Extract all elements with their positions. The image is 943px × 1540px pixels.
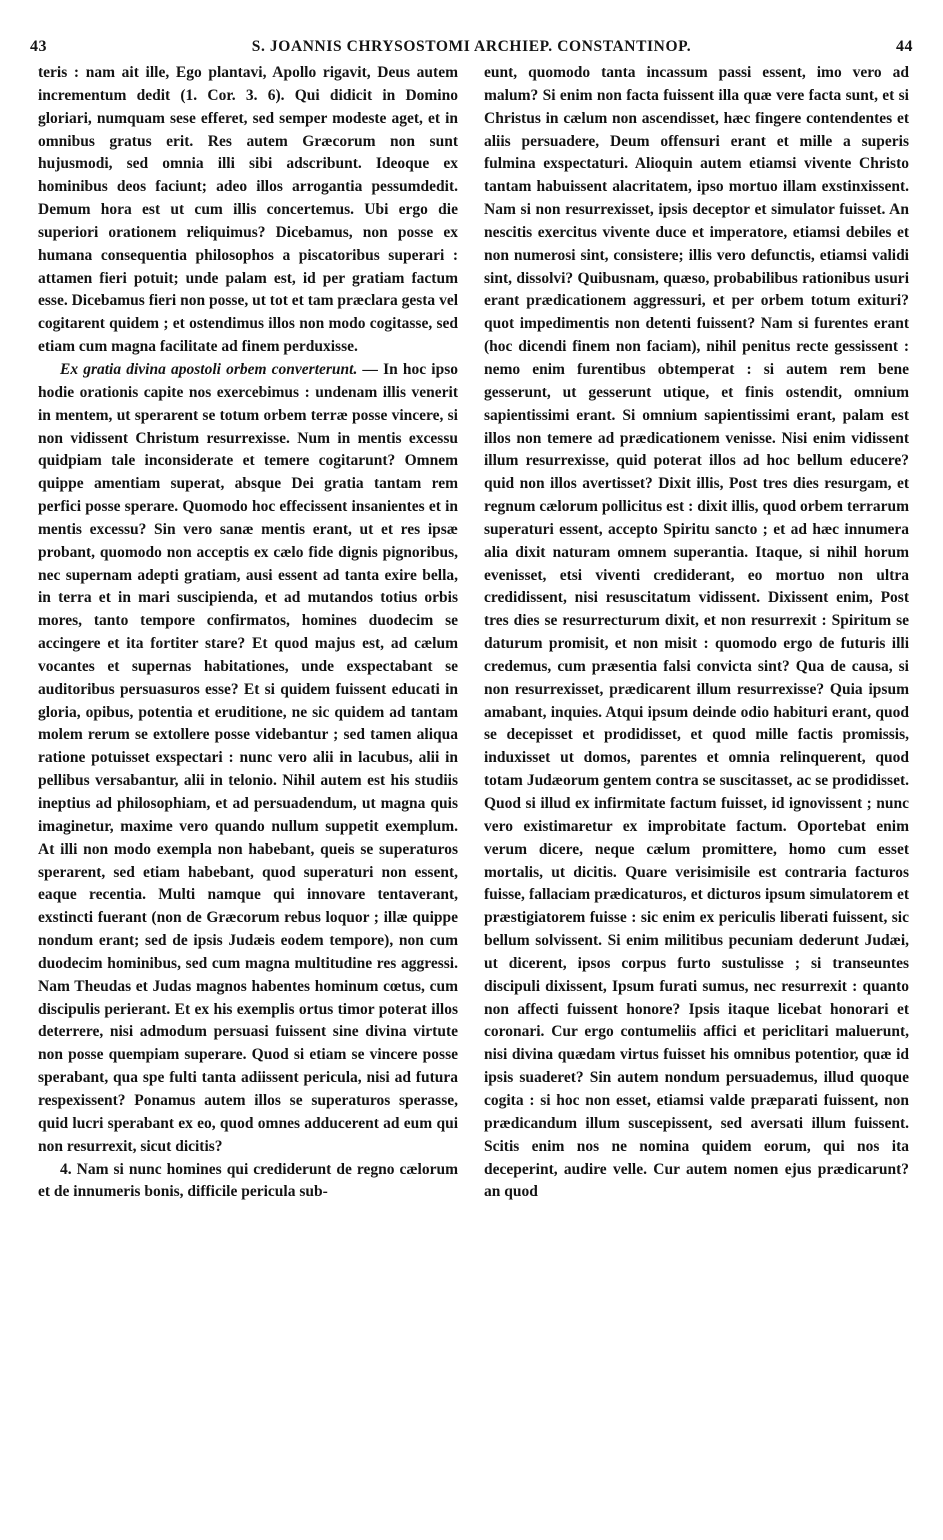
left-paragraph-2-body: In hoc ipso hodie orationis capite nos exercebimus : undenam illis venerit in mentem, ut sperarent se totum orbem terræ posse vincere, si non vidissent Christum resurrexisse. Num in mentis excessu quidpiam tale inconsiderate et temere cogitarunt? Omnem quippe amentiam superat, absque Dei gratia tantam rem perfici posse sperare. Quomodo hoc effecissent insanientes et in mentis excessu? Sin vero sanæ mentis erant, ut et res ipsæ probant, quomodo non acceptis ex cælo fide dignis pignoribus, nec supernam adepti gratiam, ausi essent ad tanta exire bella, in terra et in mari suscipienda, et ad mutandos totius orbis mores, tanto tempore confirmatos, homines duodecim se accingere et ita fortiter stare? Et quod majus est, ad cælum vocantes et supernas habitationes, unde exspectabant se auditoribus persuasuros esse? Et si quidem fuissent educati in gloria, opibus, potentia et eruditione, ne sic quidem ad tantam molem rerum se extollere posse videbantur ; sed tamen aliqua ratione potuisset exspectari : nunc vero alii in lacubus, alii in pellibus versabantur, alii in telonio. Nihil autem est his studiis ineptius ad philosophiam, et ad persuadendum, ut magna quis imaginetur, maxime vero quando nullum suppetit exemplum. At illi non modo exempla non habebant, queis se superaturos sperarent, sed etiam habebant, quod superaturi non essent, eaque recentia. Multi namque qui innovare tentaverant, exstincti fuerant (non de Græcorum rebus loquor ; illæ quippe nondum erant; sed de ipsis Judæis eodem tempore), non cum duodecim hominibus, sed cum magna multitudine res aggressi. Nam Theudas et Judas magnos habentes hominum cœtus, cum discipulis perierant. Et ex his exemplis ortus timor poterat illos deterrere, nisi admodum persuasi fuissent sine divina virtute non posse quempiam superare. Quod si etiam se vincere posse sperabant, qua spe fulti tanta adiissent pericula, nisi ad futura respexissent? Ponamus autem illos se superaturos sperasse, quid lucri sperabant ex eo, quod omnes adducerent ad eum qui non resurrexit, sicut dicitis? <box>38 360 458 1155</box>
left-paragraph-1: teris : nam ait ille, Ego plantavi, Apollo rigavit, Deus autem incrementum dedit (1. Cor. 3. 6). Qui didicit in Domino gloriari, numquam sese efferet, sed semper modeste aget, et in omnibus gratus erit. Res autem Græcorum non sunt hujusmodi, sed omnia illi sibi adscribunt. Ideoque ex hominibus deos faciunt; adeo illos arrogantia pessumdedit. Demum hora est ut cum illis concertemus. Ubi ergo die superiori orationem reliquimus? Dicebamus, non posse ex humana consequentia philosophos a piscatoribus superari : attamen fieri potuit; unde palam est, id per gratiam factum esse. Dicebamus fieri non posse, ut tot et tam præclara gesta vel cogitarent quidem ; et ostendimus illos non modo cogitasse, sed etiam cum magna facilitate ad finem perduxisse. <box>38 64 458 356</box>
running-header <box>30 38 913 62</box>
right-paragraph-1: eunt, quomodo tanta incassum passi essent, imo vero ad malum? Si enim non facta fuissent illa quæ vere facta sunt, et si Christus in cælum non ascendisset, hæc fingere contendentes et aliis persuadere, Deum offensuri erant et mille a superis fulmina exspectaturi. Alioquin autem etiamsi vivente Christo tantam habuissent alacritatem, ipso mortuo illam exstinxissent. Nam si non resurrexisset, ipsis deceptor et simulator fuisset. An nescitis exercitus vivente duce et imperatore, etiamsi debiles et non numerosi sint, consistere; illis vero defunctis, etiamsi validi sint, dissolvi? Quibusnam, quæso, probabilibus rationibus usuri erant prædicationem aggressuri, et per orbem totum exituri? quot impedimentis non detenti fuissent? Nam si furentes erant (hoc dicendi finem non faciam), nihil penitus recte gessissent : nemo enim furentibus obtemperat : si autem rem bene gesserunt, ut gesserunt utique, et finis ostendit, omnium sapientissimi erant. Si omnium sapientissimi erant, palam est illos non temere ad prædicationem venisse. Nisi enim vidissent illum resurrexisse, quid poterat illos ad hoc bellum educere? quid non illos avertisset? Dixit illis, Post tres dies resurgam, et regnum cælorum pollicitus est : dixit illis, quod orbem terrarum superaturi essent, accepto Spiritu sancto ; et ad hæc innumera alia dixit naturam omnem superantia. Itaque, si nihil horum evenisset, etsi viventi crediderant, eo mortuo non ultra credidissent, nisi resuscitatum vidissent. Dixissent enim, Post tres dies se resurrecturum dixit, et non resurrexit : Spiritum se daturum promisit, et non misit : quomodo ergo de futuris illi credemus, cum præsentia falsi convicta sint? Qua de causa, si non resurrexisset, prædicarent illum resurrexisse? Quia ipsum amabant, inquies. Atqui ipsum deinde odio habituri erant, quod se decepisset et prodidisset, et quod mille factis promissis, induxisset ut domos, parentes et omnia relinquerent, quod totam Judæorum gentem contra se suscitasset, ac se prodidisset. Quod si illud ex infirmitate factum fuisset, id ignovissent ; nunc vero existimaretur ex improbitate factum. Oportebat enim verum dicere, neque cælum promittere, homo cum esset mortalis, ut dicitis. Quare verisimisile est contraria facturos fuisse, fallaciam prædicaturos, et dicturos ipsum simulatorem et præstigiatorem fuisse : sic enim ex periculis liberati fuissent, sic bellum solvissent. Si enim militibus pecuniam dederunt Judæi, ut dicerent, ipsos corpus furto sustulisse ; si transeuntes discipuli dixissent, Ipsum furati sumus, nec resurrexit : quanto non affecti fuissent honore? Ipsis itaque licebat honorari et coronari. Cur ergo contumeliis affici et periclitari maluerunt, nisi divina quædam virtus fuisset his omnibus potentior, quæ id ipsis suaderet? Sin autem nondum persuademus, illud quoque cogita : si hoc non esset, etiamsi valde præparati fuissent, non prædicandum illum suscepissent, sed aversati illum fuissent. Scitis enim nos ne nomina quidem eorum, qui nos ita deceperint, audire velle. Cur autem nomen ejus prædicarunt? an quod <box>484 64 909 1201</box>
left-paragraph-2 <box>38 359 458 1159</box>
right-column <box>484 62 909 1204</box>
page-number-left: 43 <box>30 38 47 55</box>
running-title: S. JOANNIS CHRYSOSTOMI ARCHIEP. CONSTANTINOP. <box>251 38 692 55</box>
left-paragraph-3: 4. Nam si nunc homines qui crediderunt de regno cælorum et de innumeris bonis, difficile pericula sub- <box>38 1160 458 1201</box>
left-column <box>38 62 458 1204</box>
section-heading: Ex gratia divina apostoli orbem converterunt. — <box>60 360 378 378</box>
page-number-right: 44 <box>896 38 913 55</box>
